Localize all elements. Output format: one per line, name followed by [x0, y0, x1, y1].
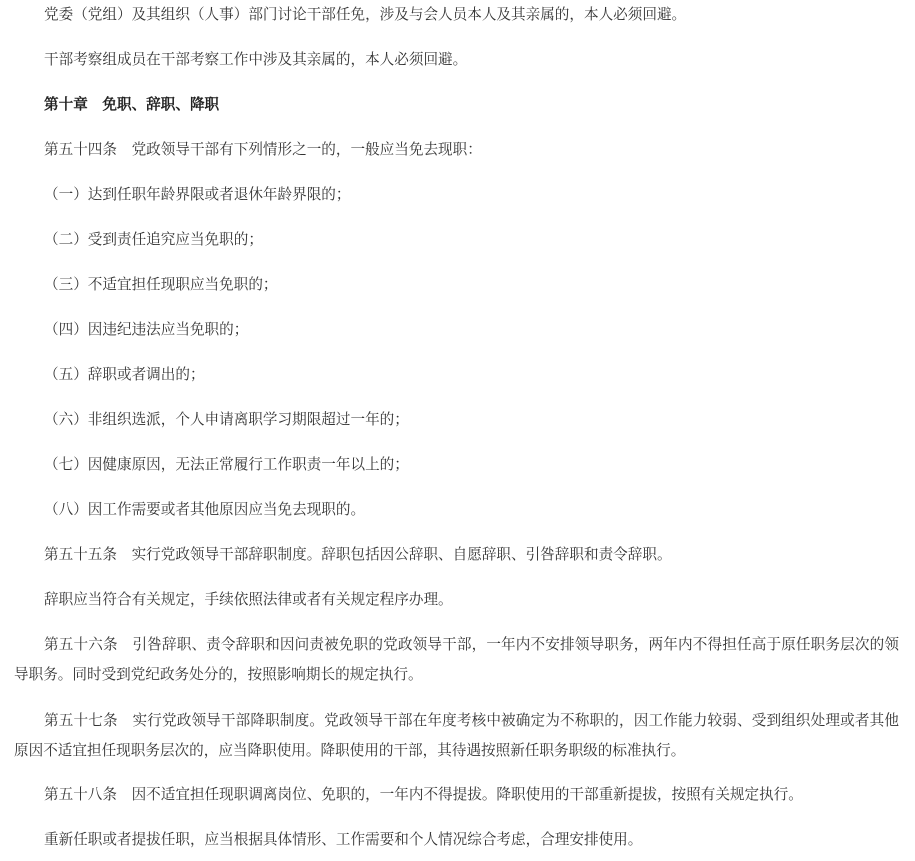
paragraph-reappointment: 重新任职或者提拔任职，应当根据具体情形、工作需要和个人情况综合考虑，合理安排使用。 [44, 831, 643, 848]
article-54: 第五十四条 党政领导干部有下列情形之一的，一般应当免去现职： [44, 141, 482, 158]
paragraph-resignation-procedure: 辞职应当符合有关规定，手续依照法律或者有关规定程序办理。 [44, 591, 453, 608]
paragraph-recusal-meeting: 党委（党组）及其组织（人事）部门讨论干部任免，涉及与会人员本人及其亲属的，本人必须回避。 [44, 6, 687, 23]
chapter-heading: 第十章 免职、辞职、降职 [44, 96, 220, 113]
list-item: （七）因健康原因，无法正常履行工作职责一年以上的； [44, 456, 409, 473]
list-item: （一）达到任职年龄界限或者退休年龄界限的； [44, 186, 351, 203]
list-item: （二）受到责任追究应当免职的； [44, 231, 263, 248]
list-item: （六）非组织选派，个人申请离职学习期限超过一年的； [44, 411, 409, 428]
paragraph-recusal-inspection: 干部考察组成员在干部考察工作中涉及其亲属的，本人必须回避。 [44, 51, 468, 68]
article-55: 第五十五条 实行党政领导干部辞职制度。辞职包括因公辞职、自愿辞职、引咎辞职和责令辞职。 [44, 546, 672, 563]
list-item: （三）不适宜担任现职应当免职的； [44, 276, 278, 293]
list-item: （五）辞职或者调出的； [44, 366, 205, 383]
article-58: 第五十八条 因不适宜担任现职调离岗位、免职的，一年内不得提拔。降职使用的干部重新提拔，按照有关规定执行。 [44, 786, 803, 803]
list-item: （八）因工作需要或者其他原因应当免去现职的。 [44, 501, 366, 518]
list-item: （四）因违纪违法应当免职的； [44, 321, 249, 338]
article-56: 第五十六条 引咎辞职、责令辞职和因问责被免职的党政领导干部，一年内不安排领导职务，两年内不得担任高于原任职务层次的领导职务。同时受到党纪政务处分的，按照影响期长的规定执行。 [14, 636, 899, 683]
article-57: 第五十七条 实行党政领导干部降职制度。党政领导干部在年度考核中被确定为不称职的，因工作能力较弱、受到组织处理或者其他原因不适宜担任现职务层次的，应当降职使用。降职使用的干部，其待遇按照新任职务职级的标准执行。 [14, 712, 899, 759]
